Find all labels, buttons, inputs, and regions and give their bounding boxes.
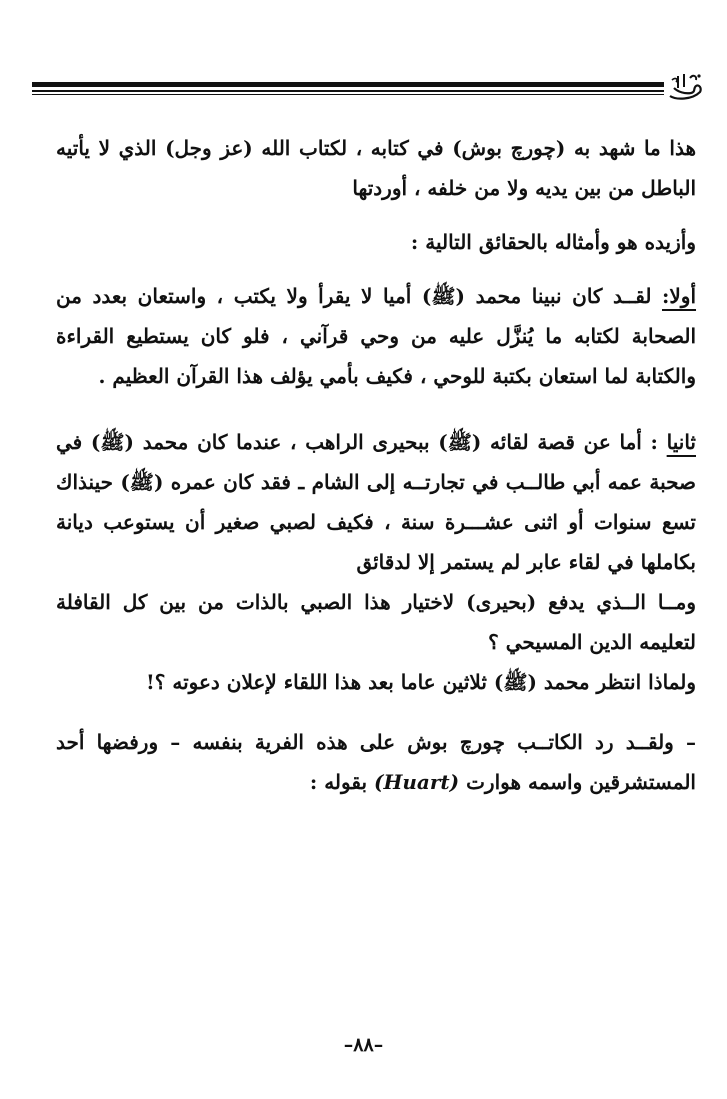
paragraph: [56, 276, 696, 396]
header-rule-thin: [32, 90, 664, 92]
header-rule-thick: [32, 82, 664, 87]
page-number: –٨٨–: [343, 1034, 384, 1056]
paragraph-lead: ثانيا: [666, 430, 696, 454]
header-rule-thin: [32, 94, 664, 95]
paragraph: هذا ما شهد به (چورچ بوش) في كتابه ، لكتاب الله (عز وجل) الذي لا يأتيه الباطل من بين يديه ولا من خلفه ، أوردتها: [56, 136, 696, 200]
main-text: [56, 128, 696, 802]
paragraph: ولماذا انتظر محمد (ﷺ) ثلاثين عاما بعد هذا اللقاء لإعلان دعوته ؟!: [145, 670, 696, 694]
latin-name: (Huart): [374, 770, 460, 794]
header-rule: [32, 82, 664, 98]
pbuh-ligature-icon: [666, 70, 706, 104]
paragraph: [56, 722, 696, 802]
paragraph: [56, 422, 696, 582]
paragraph: وأزيده هو وأمثاله بالحقائق التالية :: [410, 230, 696, 254]
paragraph-text: – ولقــد رد الكاتــب چورچ بوش على هذه الفرية بنفسه – ورفضها أحد المستشرقين واسمه هوارت: [56, 730, 696, 794]
paragraph-text: لقــد كان نبينا محمد (ﷺ) أميا لا يقرأ ولا يكتب ، واستعان بعدد من الصحابة لكتابه ما يُنزَّل عليه من وحي قرآني ، فلو كان يستطيع القراءة والكتابة لما استعان بكتبة للوحي ، فكيف بأمي يؤلف هذا القرآن العظيم .: [56, 284, 696, 388]
paragraph-lead: أولا:: [662, 284, 697, 308]
paragraph-text: : أما عن قصة لقائه (ﷺ) ببحيرى الراهب ، عندما كان محمد (ﷺ) في صحبة عمه أبي طالــب في تجارتــه إلى الشام ـ فقد كان عمره (ﷺ) حينذاك تسع سنوات أو اثنى عشـــرة سنة ، فكيف لصبي صغير أن يستوعب ديانة بكاملها في لقاء عابر لم يستمر إلا لدقائق: [56, 430, 696, 574]
paragraph: ومــا الــذي يدفع (بحيرى) لاختيار هذا الصبي بالذات من بين كل القافلة لتعليمه الدين المسيحي ؟: [56, 590, 696, 654]
paragraph-text: بقوله :: [309, 770, 368, 794]
